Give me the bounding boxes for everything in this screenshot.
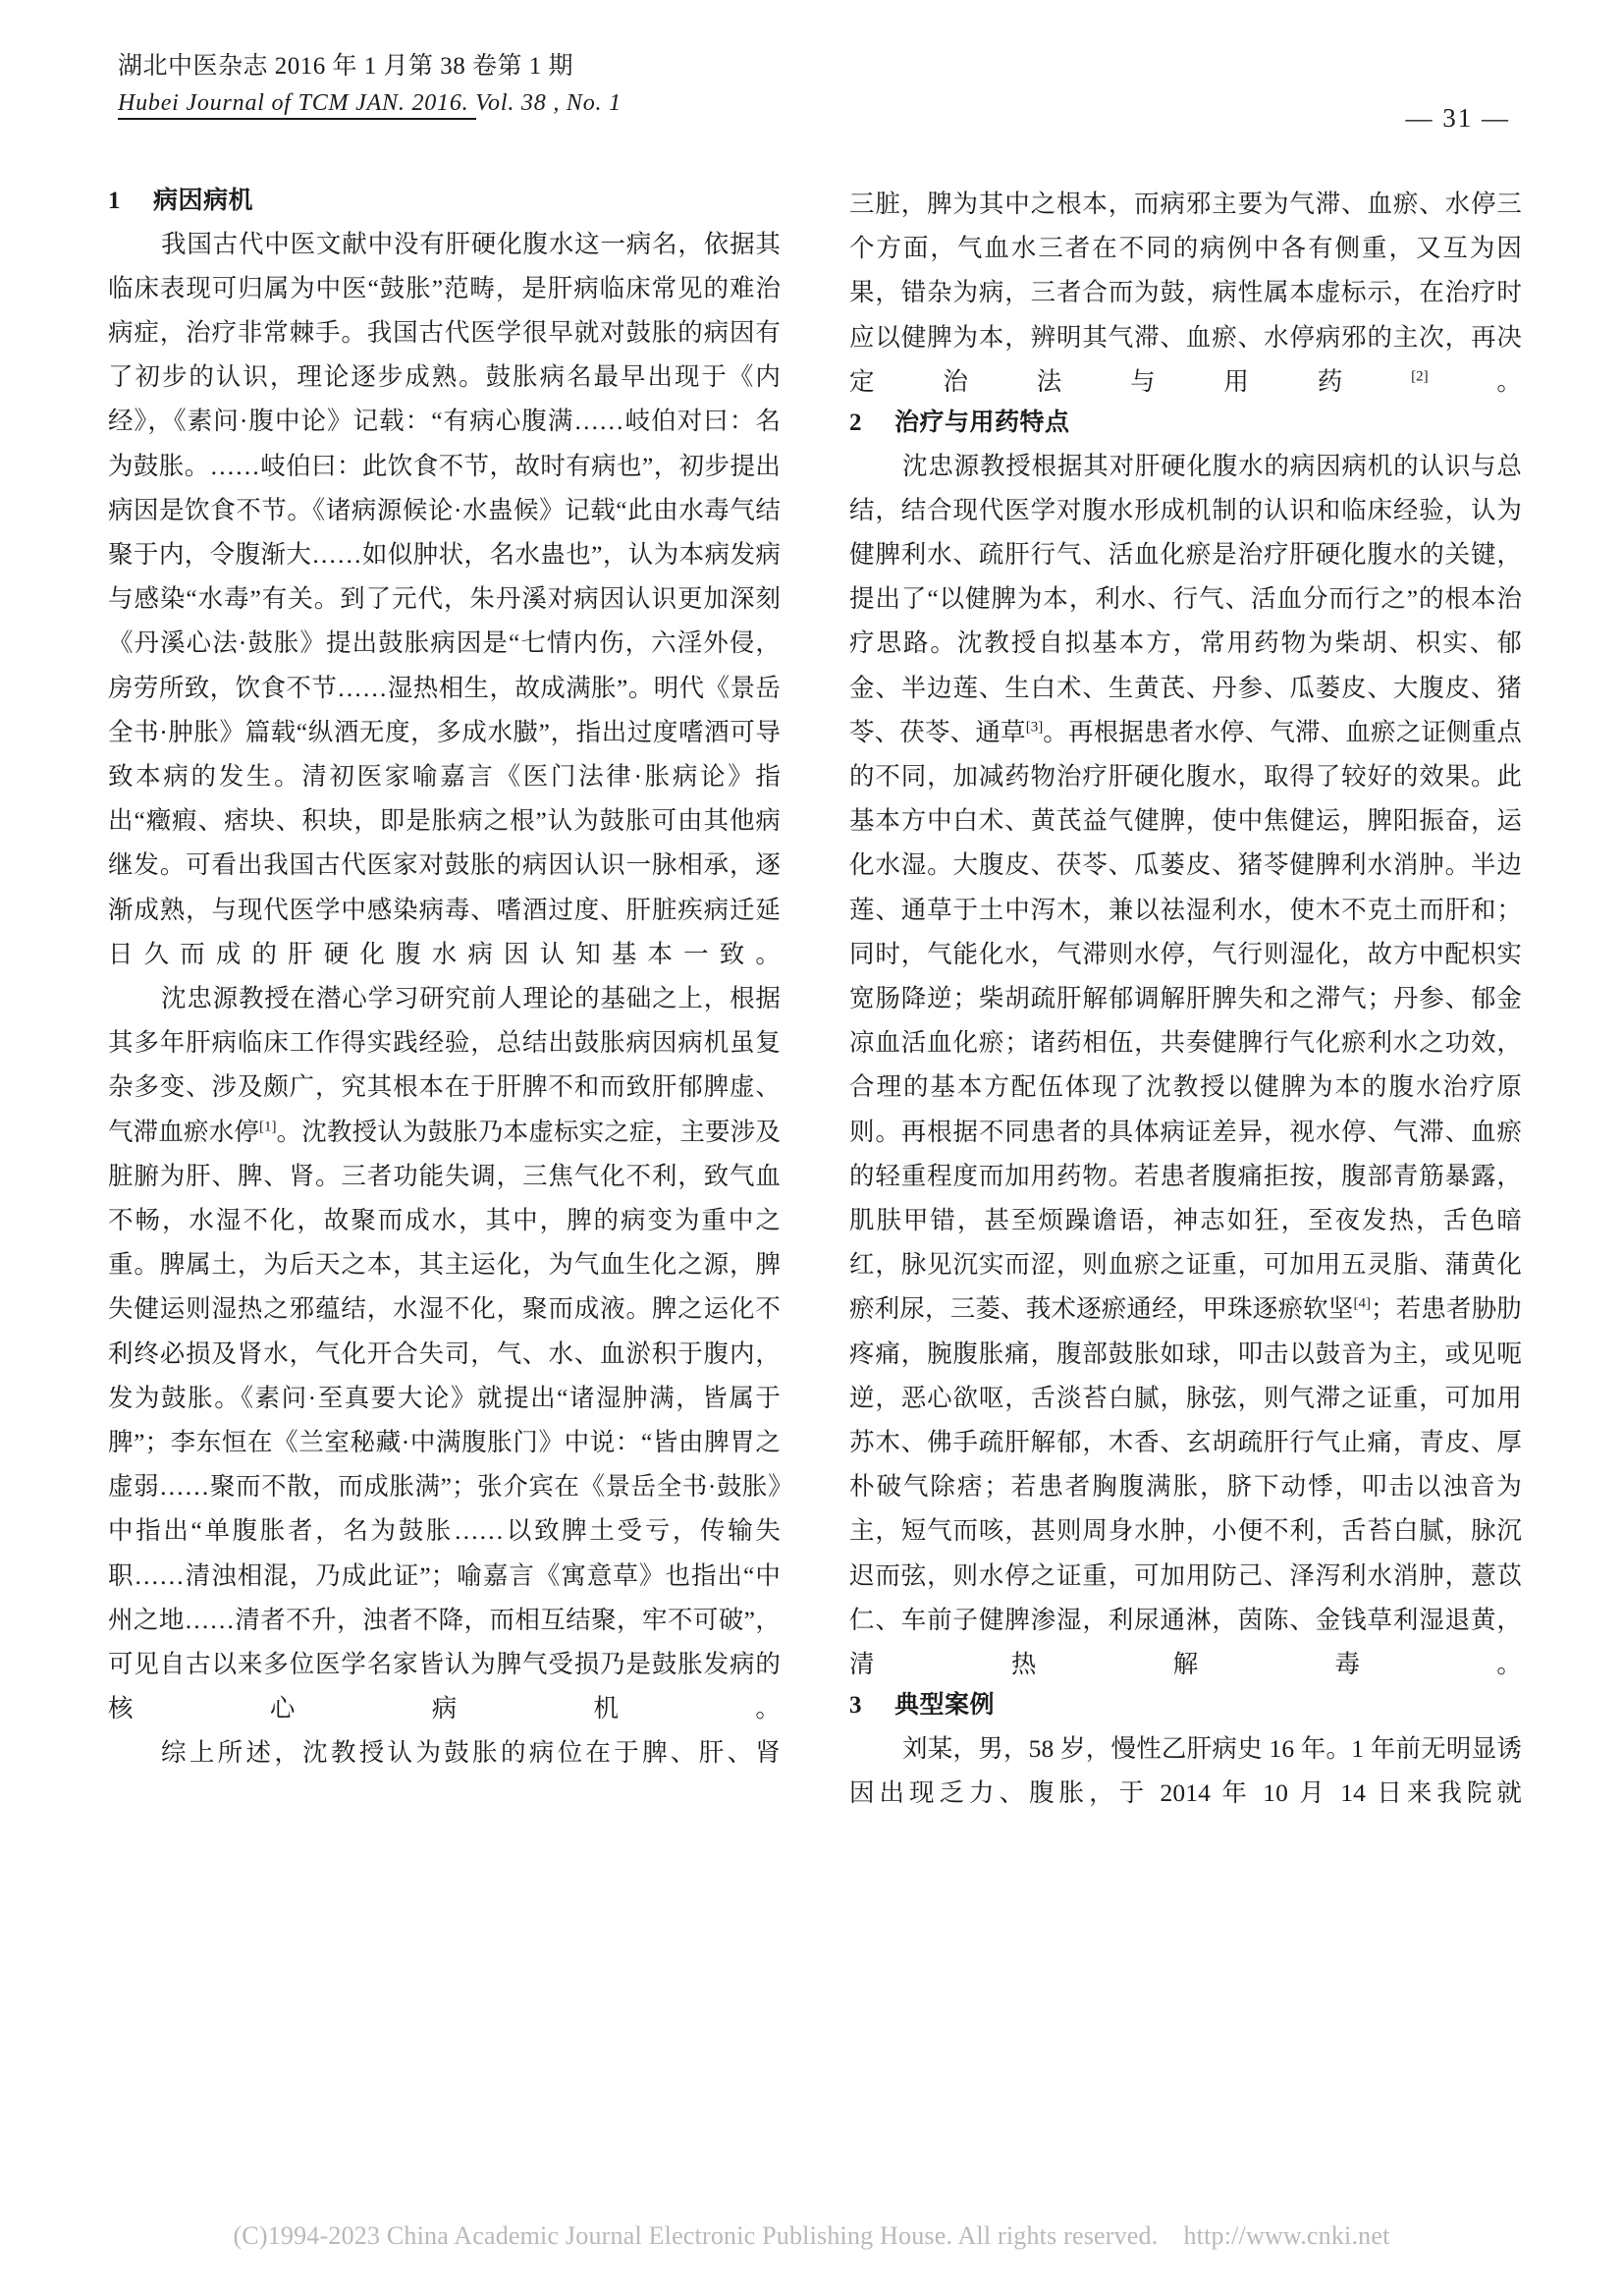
paragraph-summary-continued-part2: 。 (1428, 366, 1522, 396)
reference-marker-1: [1] (259, 1119, 277, 1135)
paragraph-shen-theory-part1: 沈忠源教授在潜心学习研究前人理论的基础之上，根据其多年肝病临床工作得实践经验，总结出鼓胀病因病机虽复杂多变、涉及颇广，究其根本在于肝脾不和而致肝郁脾虚、气滞血瘀水停 (108, 983, 781, 1146)
paragraph-shen-theory-part2: 。沈教授认为鼓胀乃本虚标实之症，主要涉及脏腑为肝、脾、肾。三者功能失调，三焦气化不利，致气血不畅，水湿不化，故聚而成水，其中，脾的病变为重中之重。脾属土，为后天之本，其主运化，为气血生化之源，脾失健运则湿热之邪蕴结，水湿不化，聚而成液。脾之运化不利终必损及肾水，气化开合失司，气、水、血淤积于腹内，发为鼓胀。《素问·至真要大论》就提出“诸湿肿满，皆属于脾”；李东恒在《兰室秘藏·中满腹胀门》中说：“皆由脾胃之虚弱……聚而不散，而成胀满”；张介宾在《景岳全书·鼓胀》中指出“单腹胀者，名为鼓胀……以致脾土受亏，传输失职……清浊相混，乃成此证”；喻嘉言《寓意草》也指出“中州之地……清者不升，浊者不降，而相互结聚，牢不可破”，可见自古以来多位医学名家皆认为脾气受损乃是鼓胀发病的核心病机。 (108, 1117, 781, 1723)
paragraph-shen-theory (108, 976, 781, 1730)
running-head-english: Hubei Journal of TCM JAN. 2016. Vol. 38 , No. 1 (118, 90, 622, 117)
right-column (849, 182, 1522, 1815)
paragraph-summary-continued-part1: 三脏，脾为其中之根本，而病邪主要为气滞、血瘀、水停三个方面，气血水三者在不同的病例中各有侧重，又互为因果，错杂为病，三者合而为鼓，病性属本虚标示，在治疗时应以健脾为本，辨明其气滞、血瘀、水停病邪的主次，再决定治法与用药 (849, 190, 1522, 396)
running-head-rule (118, 118, 476, 120)
paragraph-case-report: 刘某，男，58 岁，慢性乙肝病史 16 年。1 年前无明显诱因出现乏力、腹胀，于 2014 年 10 月 14 日来我院就 (849, 1733, 1522, 1807)
cnki-url: http://www.cnki.net (1183, 2221, 1390, 2250)
reference-marker-3: [3] (1025, 719, 1044, 736)
paragraph-treatment-part1: 沈忠源教授根据其对肝硬化腹水的病因病机的认识与总结，结合现代医学对腹水形成机制的认识和临床经验，认为健脾利水、疏肝行气、活血化瘀是治疗肝硬化腹水的关键，提出了“以健脾为本，利水、行气、活血分而行之”的根本治疗思路。沈教授自拟基本方，常用药物为柴胡、枳实、郁金、半边莲、生白术、生黄芪、丹参、瓜蒌皮、大腹皮、猪苓、茯苓、通草 (849, 451, 1522, 746)
copyright-text: (C)1994-2023 China Academic Journal Electronic Publishing House. All rights reserved. (233, 2221, 1159, 2250)
paragraph-etiology-history: 我国古代中医文献中没有肝硬化腹水这一病名，依据其临床表现可归属为中医“鼓胀”范畴，是肝病临床常见的难治病症，治疗非常棘手。我国古代医学很早就对鼓胀的病因有了初步的认识，理论逐步成熟。鼓胀病名最早出现于《内经》，《素问·腹中论》记载：“有病心腹满……岐伯对曰：名为鼓胀。……岐伯曰：此饮食不节，故时有病也”，初步提出病因是饮食不节。《诸病源候论·水蛊候》记载“此由水毒气结聚于内，令腹渐大……如似肿状，名水蛊也”，认为本病发病与感染“水毒”有关。到了元代，朱丹溪对病因认识更加深刻《丹溪心法·鼓胀》提出鼓胀病因是“七情内伤，六淫外侵，房劳所致，饮食不节……湿热相生，故成满胀”。明代《景岳全书·肿胀》篇载“纵酒无度，多成水臌”，指出过度嗜酒可导致本病的发生。清初医家喻嘉言《医门法律·胀病论》指出“癥瘕、痞块、积块，即是胀病之根”认为鼓胀可由其他病继发。可看出我国古代医家对鼓胀的病因认识一脉相承，逐渐成熟，与现代医学中感染病毒、嗜酒过度、肝脏疾病迁延日久而成的肝硬化腹水病因认知基本一致。 (108, 229, 781, 968)
left-column (108, 182, 781, 1815)
page-number: — 31 — (1405, 103, 1510, 133)
paragraph-treatment-part3: ；若患者胁肋疼痛，腕腹胀痛，腹部鼓胀如球，叩击以鼓音为主，或见呃逆，恶心欲呕，舌淡苔白腻，脉弦，则气滞之证重，可加用苏木、佛手疏肝解郁，木香、玄胡疏肝行气止痛，青皮、厚朴破气除痞；若患者胸腹满胀，脐下动悸，叩击以浊音为主，短气而咳，甚则周身水肿，小便不利，舌苔白腻，脉沉迟而弦，则水停之证重，可加用防己、泽泻利水消肿，薏苡仁、车前子健脾渗湿，利尿通淋，茵陈、金钱草利湿退黄，清热解毒。 (849, 1294, 1522, 1678)
section-number-2: 2 (849, 410, 862, 437)
section-heading-3 (849, 1686, 1522, 1724)
two-column-body (108, 182, 1522, 1815)
paragraph-treatment-part2: 。再根据患者水停、气滞、血瘀之证侧重点的不同，加减药物治疗肝硬化腹水，取得了较好的效果。此基本方中白术、黄芪益气健脾，使中焦健运，脾阳振奋，运化水湿。大腹皮、茯苓、瓜蒌皮、猪苓健脾利水消肿。半边莲、通草于土中泻木，兼以祛湿利水，使木不克土而肝和；同时，气能化水，气滞则水停，气行则湿化，故方中配枳实宽肠降逆；柴胡疏肝解郁调解肝脾失和之滞气；丹参、郁金凉血活血化瘀；诸药相伍，共奏健脾行气化瘀利水之功效，合理的基本方配伍体现了沈教授以健脾为本的腹水治疗原则。再根据不同患者的具体病证差异，视水停、气滞、血瘀的轻重程度而加用药物。若患者腹痛拒按，腹部青筋暴露，肌肤甲错，甚至烦躁谵语，神志如狂，至夜发热，舌色暗红，脉见沉实而涩，则血瘀之证重，可加用五灵脂、蒲黄化瘀利尿，三菱、莪术逐瘀通经，甲珠逐瘀软坚 (849, 717, 1523, 1324)
section-number-1: 1 (108, 188, 121, 214)
paragraph-summary: 综上所述，沈教授认为鼓胀的病位在于脾、肝、肾 (161, 1738, 781, 1768)
section-title-3: 典型案例 (894, 1690, 996, 1720)
section-heading-2 (849, 404, 1522, 442)
running-head-chinese: 湖北中医杂志 2016 年 1 月第 38 卷第 1 期 (118, 53, 574, 80)
paragraph-treatment (849, 444, 1522, 1687)
section-number-3: 3 (849, 1692, 862, 1720)
paragraph-summary-continued (849, 182, 1522, 404)
reference-marker-2: [2] (1411, 368, 1429, 385)
section-heading-1 (108, 182, 781, 220)
cnki-copyright-footer (0, 2221, 1623, 2251)
running-head (118, 49, 707, 121)
section-title-2: 治疗与用药特点 (894, 408, 1070, 437)
section-title-1: 病因病机 (153, 186, 254, 214)
reference-marker-4: [4] (1353, 1295, 1372, 1312)
